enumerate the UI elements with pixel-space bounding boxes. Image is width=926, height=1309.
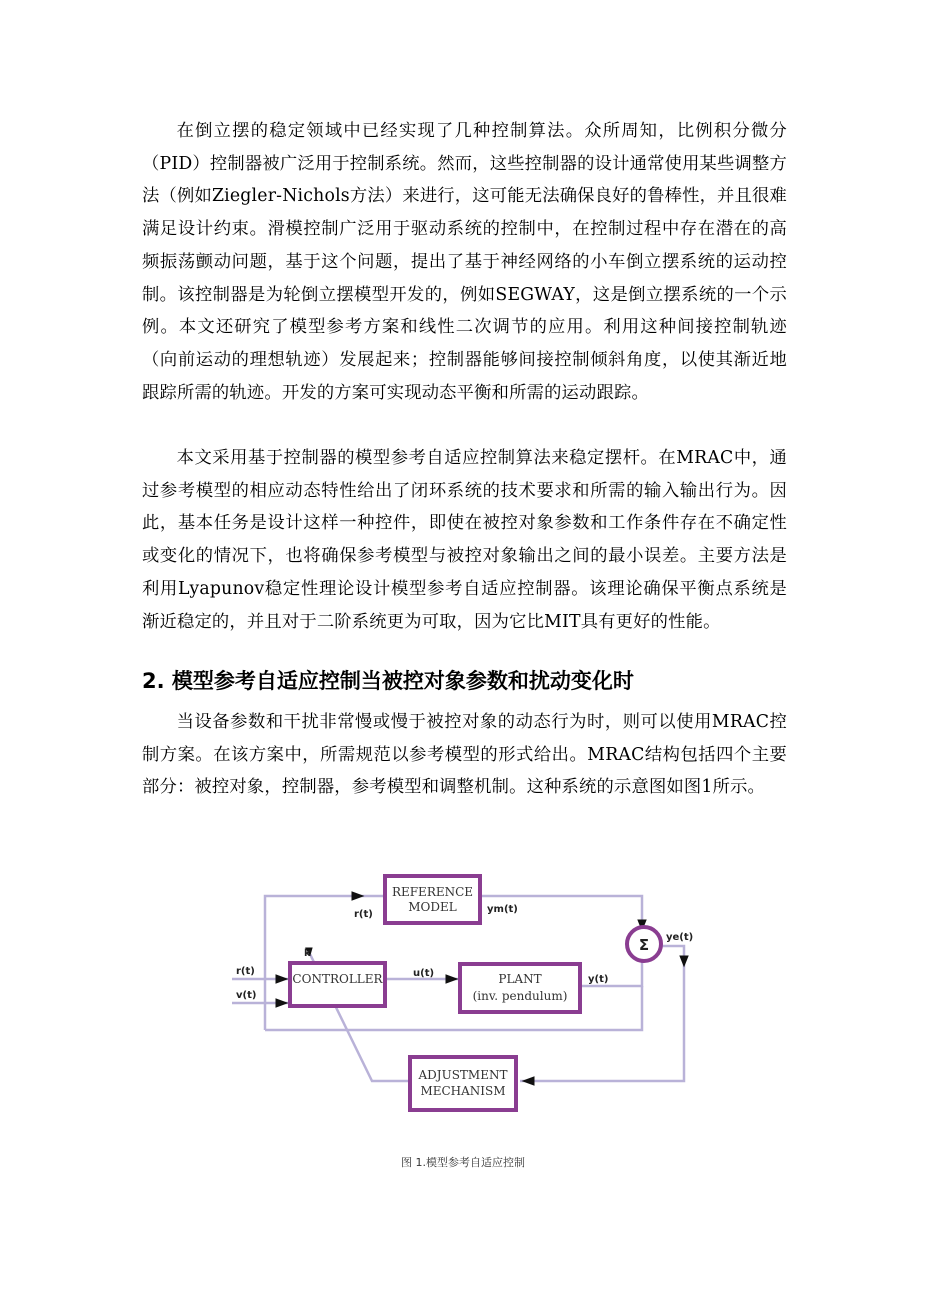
label-k: k bbox=[304, 948, 311, 959]
adjust-label-1: ADJUSTMENT bbox=[418, 1068, 508, 1082]
summing-junction bbox=[627, 927, 661, 961]
plant-block bbox=[460, 964, 580, 1012]
label-ye: ye(t) bbox=[666, 932, 694, 943]
label-v-input: v(t) bbox=[236, 990, 257, 1001]
reference-model-block bbox=[385, 876, 480, 923]
plant-label-1: PLANT bbox=[498, 972, 542, 986]
arrow-r-to-controller bbox=[276, 975, 287, 983]
arrow-error-down bbox=[680, 956, 688, 966]
arrow-v-to-controller bbox=[276, 999, 287, 1007]
mrac-block-diagram bbox=[232, 860, 702, 1130]
paragraph-intro: 在倒立摆的稳定领域中已经实现了几种控制算法。众所周知，比例积分微分（PID）控制器被广泛用于控制系统。然而，这些控制器的设计通常使用某些调整方法（例如Ziegler-Nichols方法）来进行，这可能无法确保良好的鲁棒性，并且很难满足设计约束。滑模控制广泛用于驱动系统的控制中，在控制过程中存在潜在的高频振荡颤动问题，基于这个问题，提出了基于神经网络的小车倒立摆系统的运动控制。该控制器是为轮倒立摆模型开发的，例如SEGWAY，这是倒立摆系统的一个示例。本文还研究了模型参考方案和线性二次调节的应用。利用这种间接控制轨迹（向前运动的理想轨迹）发展起来；控制器能够间接控制倾斜角度，以使其渐近地跟踪所需的轨迹。开发的方案可实现动态平衡和所需的运动跟踪。 bbox=[142, 121, 787, 403]
label-u: u(t) bbox=[413, 968, 435, 979]
adjust-label-2: MECHANISM bbox=[420, 1084, 506, 1098]
plant-label-2: (inv. pendulum) bbox=[472, 989, 568, 1003]
controller-label: CONTROLLER bbox=[292, 972, 383, 986]
controller-block bbox=[290, 963, 385, 1006]
label-y: y(t) bbox=[588, 974, 609, 985]
arrow-to-adjustment bbox=[523, 1077, 534, 1085]
adjustment-mechanism-block bbox=[410, 1057, 516, 1110]
sigma-symbol: Σ bbox=[638, 936, 650, 954]
reference-label-1: REFERENCE bbox=[391, 885, 474, 899]
section-heading: 2. 模型参考自适应控制当被控对象参数和扰动变化时 bbox=[142, 669, 634, 693]
label-ym: ym(t) bbox=[487, 904, 518, 915]
arrow-to-reference bbox=[352, 892, 363, 900]
label-r-top: r(t) bbox=[354, 909, 373, 920]
arrow-u-to-plant bbox=[446, 975, 457, 983]
paragraph-mrac-structure: 当设备参数和干扰非常慢或慢于被控对象的动态行为时，则可以使用MRAC控制方案。在该方案中，所需规范以参考模型的形式给出。MRAC结构包括四个主要部分：被控对象，控制器，参考模型和调整机制。这种系统的示意图如图1所示。 bbox=[142, 712, 787, 798]
label-r-input: r(t) bbox=[236, 966, 255, 977]
figure-caption: 图 1.模型参考自适应控制 bbox=[401, 1156, 525, 1169]
paragraph-mrac-method: 本文采用基于控制器的模型参考自适应控制算法来稳定摆杆。在MRAC中，通过参考模型的相应动态特性给出了闭环系统的技术要求和所需的输入输出行为。因此，基本任务是设计这样一种控件，即使在被控对象参数和工作条件存在不确定性或变化的情况下，也将确保参考模型与被控对象输出之间的最小误差。主要方法是利用Lyapunov稳定性理论设计模型参考自适应控制器。该理论确保平衡点系统是渐近稳定的，并且对于二阶系统更为可取，因为它比MIT具有更好的性能。 bbox=[142, 448, 787, 632]
reference-label-2: MODEL bbox=[408, 900, 457, 914]
